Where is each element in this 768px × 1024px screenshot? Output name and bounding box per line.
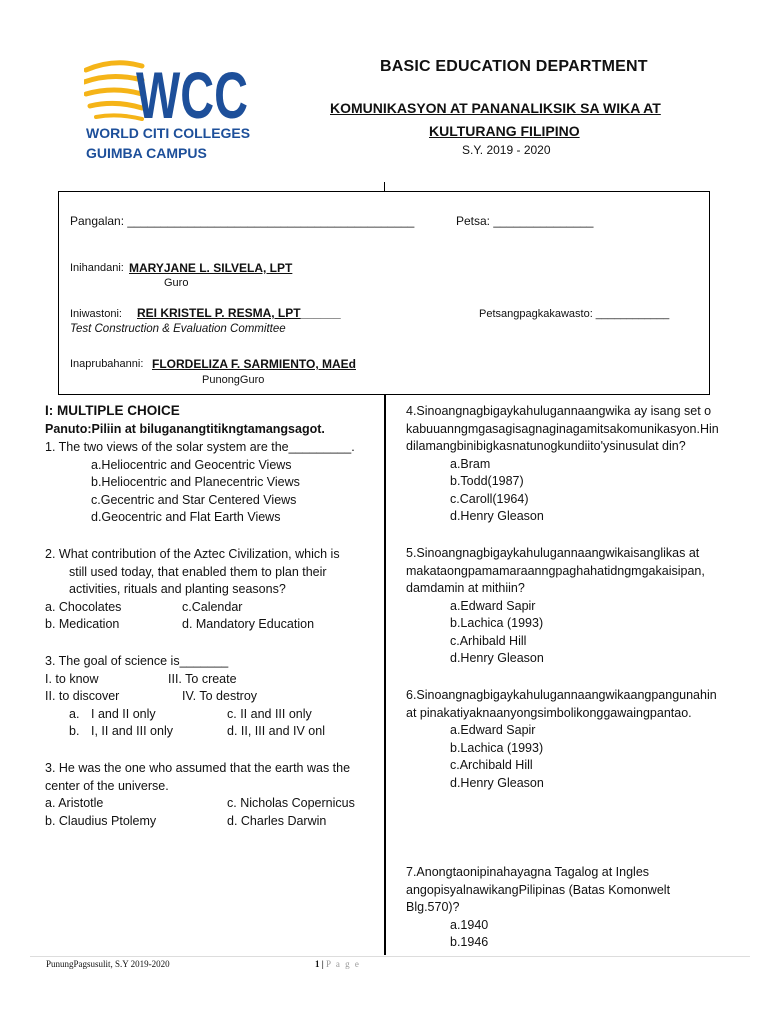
- question-6-stem-line2: at pinakatiyaknaanyongsimbolikonggawaingpantao.: [406, 705, 692, 720]
- checked-by-role: Test Construction & Evaluation Committee: [70, 323, 286, 335]
- question-4-left: [45, 760, 375, 830]
- question-7: [406, 864, 736, 952]
- question-6-stem-line1: 6.Sinoangnagbigaykahulugannaangwikaangpangunahin: [406, 688, 717, 702]
- question-4-left-option-c[interactable]: c. Nicholas Copernicus: [227, 796, 355, 810]
- question-1-option-a[interactable]: a.Heliocentric and Geocentric Views: [91, 457, 292, 472]
- question-3-option-a[interactable]: I and II only: [91, 706, 156, 721]
- question-3-option-d[interactable]: d. II, III and IV onl: [227, 724, 325, 738]
- checked-by-name: REI KRISTEL P. RESMA, LPT: [137, 306, 301, 320]
- checked-by-name-wrap: [137, 306, 341, 320]
- question-3-stem: 3. The goal of science is_______: [45, 654, 229, 668]
- section-title: I: MULTIPLE CHOICE: [45, 403, 180, 418]
- header-tick-mark: [384, 182, 385, 191]
- question-3-item-iii: III. To create: [168, 671, 237, 686]
- question-5-option-a[interactable]: a.Edward Sapir: [450, 598, 536, 613]
- question-6-option-b[interactable]: b.Lachica (1993): [450, 740, 544, 755]
- question-3-item-ii: II. to discover: [45, 689, 120, 703]
- question-4-option-d[interactable]: d.Henry Gleason: [450, 509, 544, 523]
- question-5-option-d[interactable]: d.Henry Gleason: [450, 651, 544, 665]
- question-2-stem-line2: still used today, that enabled them to plan their: [69, 564, 327, 579]
- question-3-item-iv: IV. To destroy: [182, 689, 258, 703]
- question-5: [406, 545, 736, 668]
- subject-title-line2: KULTURANG FILIPINO: [429, 123, 580, 139]
- question-2-option-c[interactable]: c.Calendar: [182, 599, 243, 614]
- question-5-option-b[interactable]: b.Lachica (1993): [450, 616, 544, 630]
- approved-by-name: FLORDELIZA F. SARMIENTO, MAEd: [152, 357, 356, 371]
- question-5-option-c[interactable]: c.Arhibald Hill: [450, 633, 527, 648]
- question-5-stem-line3: damdamin at mithiin?: [406, 581, 525, 595]
- footer-title: PunungPagsusulit, S.Y 2019-2020: [46, 959, 170, 969]
- prepared-by-name: MARYJANE L. SILVELA, LPT: [129, 261, 293, 275]
- school-name-line: WORLD CITI COLLEGES: [86, 125, 251, 141]
- name-field[interactable]: Pangalan: ___________________________________________: [70, 214, 415, 228]
- school-year: S.Y. 2019 - 2020: [462, 143, 551, 157]
- question-4-option-c[interactable]: c.Caroll(1964): [450, 491, 529, 506]
- question-1-stem: 1. The two views of the solar system are the_________.: [45, 440, 355, 454]
- page-word: P a g e: [325, 959, 361, 969]
- question-7-stem-line1: 7.Anongtaonipinahayagna Tagalog at Ingles: [406, 865, 650, 879]
- question-6-option-d[interactable]: d.Henry Gleason: [450, 775, 544, 790]
- question-4-left-option-d[interactable]: d. Charles Darwin: [227, 813, 327, 828]
- question-7-option-b[interactable]: b.1946: [450, 935, 489, 949]
- directions: Panuto:Piliin at biluganangtitikngtamangsagot.: [45, 422, 325, 436]
- date-field[interactable]: Petsa: _______________: [456, 214, 594, 228]
- question-1-option-c[interactable]: c.Gecentric and Star Centered Views: [91, 492, 297, 507]
- question-4-option-b[interactable]: b.Todd(1987): [450, 474, 524, 488]
- question-2-stem-line1: 2. What contribution of the Aztec Civilization, which is: [45, 547, 340, 561]
- column-divider: [384, 395, 386, 955]
- svg-text:WCC: WCC: [136, 58, 248, 126]
- footer-rule: [30, 956, 750, 957]
- question-6-option-a[interactable]: a.Edward Sapir: [450, 723, 536, 737]
- question-2: [45, 546, 375, 634]
- question-1-option-d[interactable]: d.Geocentric and Flat Earth Views: [91, 510, 281, 524]
- checked-by-tail: ______: [300, 306, 341, 320]
- approved-by-label: Inaprubahanni:: [70, 358, 144, 370]
- question-3: [45, 653, 375, 741]
- question-6-option-c[interactable]: c.Archibald Hill: [450, 758, 533, 772]
- question-2-stem-line3: activities, rituals and planting seasons?: [69, 582, 286, 596]
- checked-by-label: Iniwastoni:: [70, 308, 122, 320]
- subject-title-line1: KOMUNIKASYON AT PANANALIKSIK SA WIKA AT: [330, 100, 661, 116]
- question-3-option-b-letter[interactable]: b.: [69, 724, 80, 738]
- page-number: [315, 959, 360, 969]
- question-4-right: [406, 403, 736, 526]
- question-4-stem-line2: kabuuanngmgasagisagnaginagamitsakomunikasyon.Hin: [406, 421, 719, 436]
- question-1-option-b[interactable]: b.Heliocentric and Planecentric Views: [91, 475, 300, 489]
- question-7-option-a[interactable]: a.1940: [450, 917, 489, 932]
- wcc-logo: [84, 56, 254, 126]
- school-name: [86, 124, 250, 162]
- campus-name: GUIMBA CAMPUS: [86, 145, 207, 161]
- question-4-left-stem-line1: 3. He was the one who assumed that the earth was the: [45, 761, 351, 775]
- question-6: [406, 687, 736, 792]
- question-3-option-a-letter[interactable]: a.: [69, 706, 80, 721]
- question-3-option-b[interactable]: I, II and III only: [91, 724, 173, 738]
- question-4-left-option-a[interactable]: a. Aristotle: [45, 796, 104, 810]
- check-date-field[interactable]: Petsangpagkakawasto: ____________: [479, 308, 670, 320]
- question-3-item-i: I. to know: [45, 671, 99, 686]
- page-number-value: 1 |: [315, 959, 324, 969]
- question-2-option-d[interactable]: d. Mandatory Education: [182, 617, 315, 631]
- approved-by-role: PunongGuro: [202, 374, 265, 386]
- question-2-option-b[interactable]: b. Medication: [45, 617, 120, 631]
- question-5-stem-line1: 5.Sinoangnagbigaykahulugannaangwikaisanglikas at: [406, 546, 700, 560]
- question-4-stem-line1: 4.Sinoangnagbigaykahulugannaangwika ay isang set o: [406, 404, 712, 418]
- prepared-by-label: Inihandani:: [70, 262, 124, 274]
- prepared-by-role: Guro: [164, 277, 189, 289]
- question-7-stem-line2: angopisyalnawikangPilipinas (Batas Komonwelt: [406, 882, 671, 897]
- question-1: [45, 439, 355, 527]
- question-7-stem-line3: Blg.570)?: [406, 900, 460, 914]
- question-2-option-a[interactable]: a. Chocolates: [45, 599, 122, 614]
- question-4-left-option-b[interactable]: b. Claudius Ptolemy: [45, 813, 157, 828]
- question-4-left-stem-line2: center of the universe.: [45, 778, 169, 793]
- department-title: BASIC EDUCATION DEPARTMENT: [380, 58, 648, 75]
- question-4-option-a[interactable]: a.Bram: [450, 456, 491, 471]
- question-3-option-c[interactable]: c. II and III only: [227, 706, 312, 721]
- question-5-stem-line2: makataongpamamaraanngpaghahatidngmgakaisipan,: [406, 563, 705, 578]
- question-4-stem-line3: dilamangbinibigkasnatunogkundiito'ysinusulat din?: [406, 439, 686, 453]
